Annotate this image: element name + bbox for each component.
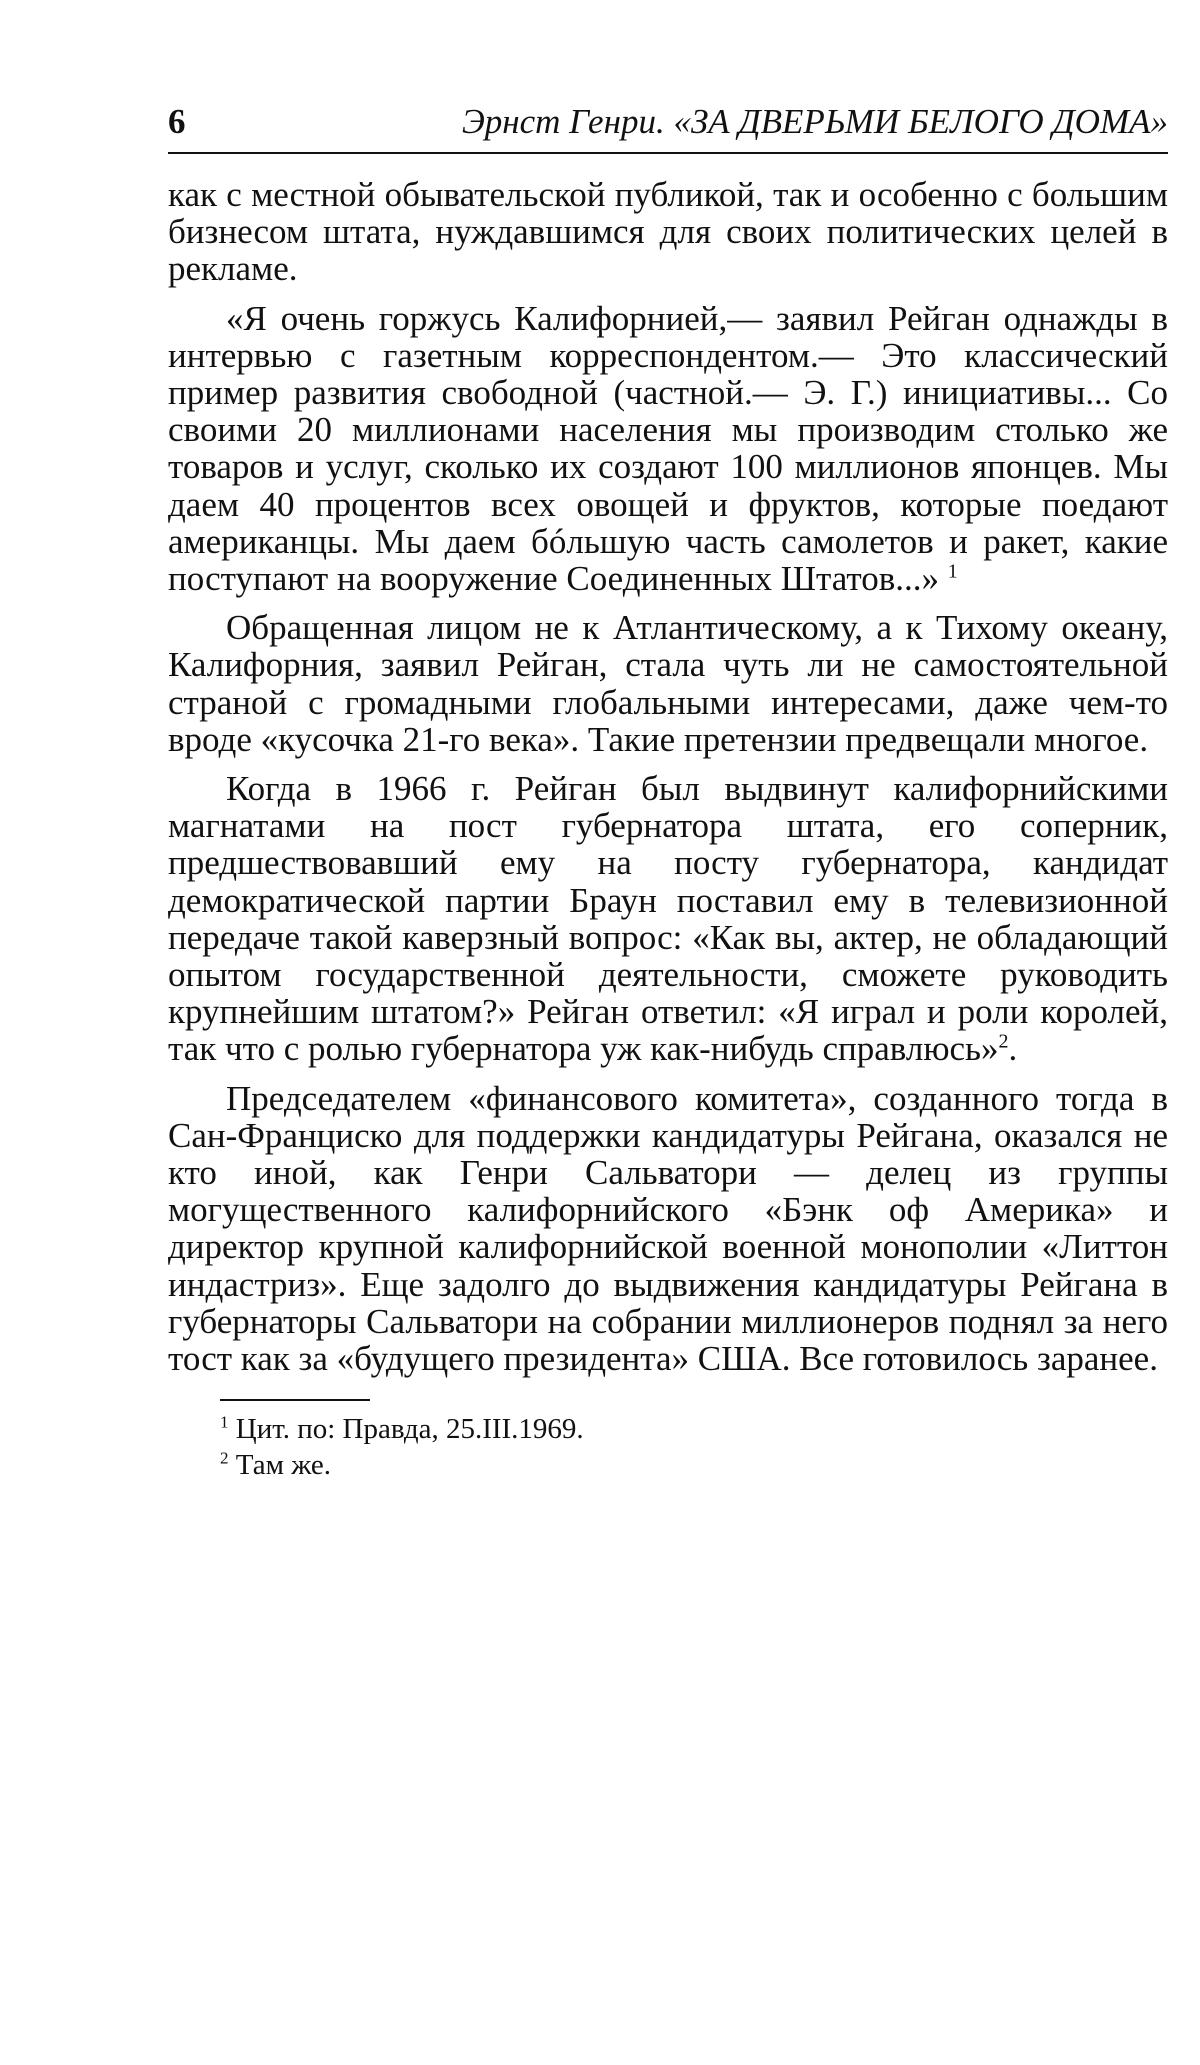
book-page	[168, 100, 1168, 1483]
body-text	[168, 176, 1168, 1377]
footnote-2	[220, 1447, 1168, 1483]
paragraph-trailing: .	[1008, 1029, 1018, 1069]
paragraph-continuation	[168, 176, 1168, 288]
paragraph-text: Обращенная лицом не к Атлантическому, а к Тихому океану, Калифорния, заявил Рейган, стала чуть ли не самостоятельной страной с громадными глобальными интересами, даже чем-то вроде «кусочка 21-го века». Такие претензии предвещали многое.	[168, 608, 1168, 759]
footnote-ref: 2	[998, 1030, 1009, 1053]
paragraph-text: «Я очень горжусь Калифорнией,— заявил Рейган однажды в интервью с газетным корреспондентом.— Это классический пример развития свободной (частной.— Э. Г.) инициативы... Со своими 20 миллионами населения мы производим столько же товаров и услуг, сколько их создают 100 миллионов японцев. Мы даем 40 процентов всех овощей и фруктов, которые поедают американцы. Мы даем бóльшую часть самолетов и ракет, какие поступают на вооружение Соединенных Штатов...»	[168, 298, 1168, 599]
footnote-marker: 2	[220, 1448, 229, 1468]
paragraph-text: Председателем «финансового комитета», созданного тогда в Сан-Франциско для поддержки кандидатуры Рейгана, оказался не кто иной, как Генри Сальватори — делец из группы могущественного калифорнийского «Бэнк оф Америка» и директор крупной калифорнийской военной монополии «Литтон индастриз». Еще задолго до выдвижения кандидатуры Рейгана в губернаторы Сальватори на собрании миллионеров поднял за него тост как за «будущего президента» США. Все готовилось заранее.	[168, 1078, 1168, 1379]
footnote-1	[220, 1411, 1168, 1447]
footnote-text: Там же.	[235, 1449, 331, 1482]
footnotes	[220, 1411, 1168, 1483]
footnote-text: Цит. по: Правда, 25.III.1969.	[235, 1413, 584, 1446]
paragraph-salvatori	[168, 1080, 1168, 1378]
footnote-divider	[220, 1399, 370, 1401]
footnote-marker: 1	[220, 1412, 229, 1432]
footnote-ref: 1	[947, 560, 958, 583]
page-number: 6	[168, 102, 186, 141]
paragraph-california	[168, 609, 1168, 758]
paragraph-text: как с местной обывательской публикой, так и особенно с большим бизнесом штата, нуждавшимся для своих политических целей в рекламе.	[168, 175, 1168, 289]
running-head	[168, 100, 1168, 154]
paragraph-text: Когда в 1966 г. Рейган был выдвинут калифорнийскими магнатами на пост губернатора штата, его соперник, предшествовавший ему на посту губернатора, кандидат демократической партии Браун поставил ему в телевизионной передаче такой каверзный вопрос: «Как вы, актер, не обладающий опытом государственной деятельности, сможете руководить крупнейшим штатом?» Рейган ответил: «Я играл и роли королей, так что с ролью губернатора уж как-нибудь справлюсь»	[168, 769, 1168, 1069]
paragraph-quote-reagan	[168, 300, 1168, 598]
running-title: Эрнст Генри. «ЗА ДВЕРЬМИ БЕЛОГО ДОМА»	[461, 102, 1168, 141]
paragraph-1966-election	[168, 770, 1168, 1068]
